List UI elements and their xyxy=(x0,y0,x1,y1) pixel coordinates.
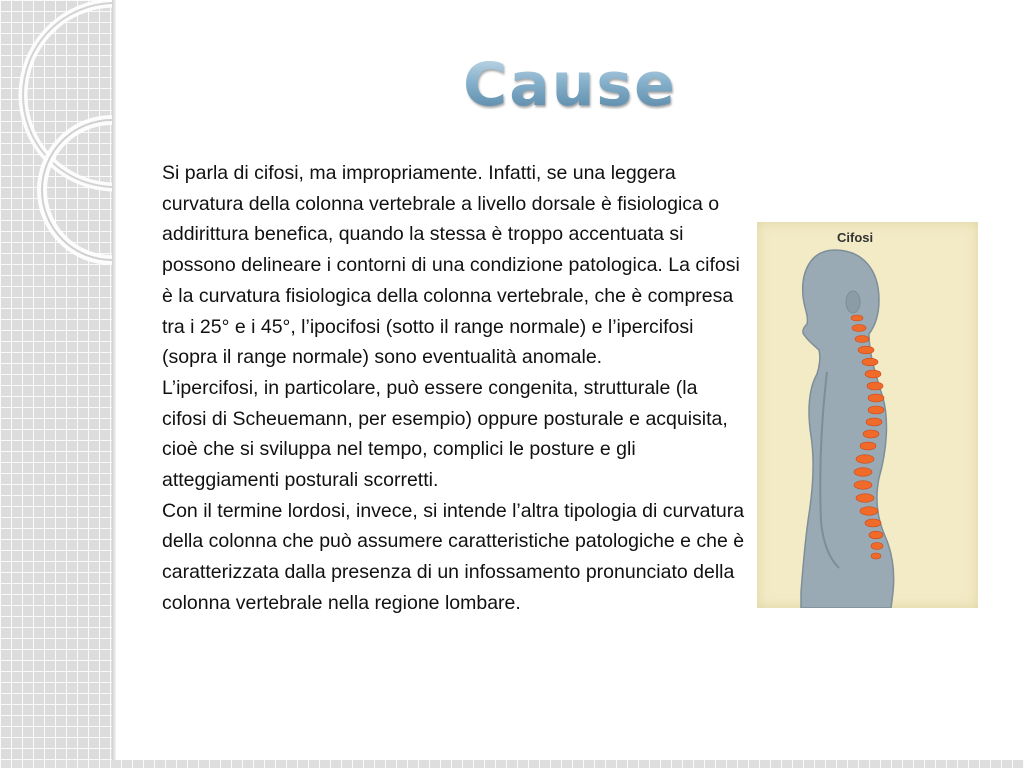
decorative-sidebar xyxy=(0,0,112,768)
human-spine-illustration-icon xyxy=(757,222,978,608)
spine-figure xyxy=(757,222,978,608)
slide-title: Cause xyxy=(440,50,700,120)
paragraph-ipercifosi: L’ipercifosi, in particolare, può essere congenita, strutturale (la cifosi di Scheuemann, per esempio) oppure posturale e acquisita, cioè che si sviluppa nel tempo, complici le posture e gli atteggiamenti posturali scorretti. xyxy=(162,376,728,492)
sidebar-divider xyxy=(112,0,116,768)
paragraph-lordosi: Con il termine lordosi, invece, si intende l’altra tipologia di curvatura della colonna che può assumere caratteristiche patologiche e che è caratterizzata dalla presenza di un infossamento pronunciato della colonna vertebrale nella regione lombare. xyxy=(162,499,745,614)
slide-body xyxy=(162,158,747,619)
bottom-decorative-strip xyxy=(0,760,1024,768)
figure-caption: Cifosi xyxy=(837,230,874,245)
paragraph-cifosi: Si parla di cifosi, ma impropriamente. Infatti, se una leggera curvatura della colonna vertebrale a livello dorsale è fisiologica o addirittura benefica, quando la stessa è troppo accentuata si possono delineare i contorni di una condizione patologica. La cifosi è la curvatura fisiologica della colonna vertebrale, che è compresa tra i 25° e i 45°, l’ipocifosi (sotto il range normale) e l’ipercifosi (sopra il range normale) sono eventualità anomale. xyxy=(162,162,740,369)
decorative-circles-icon xyxy=(0,0,112,768)
